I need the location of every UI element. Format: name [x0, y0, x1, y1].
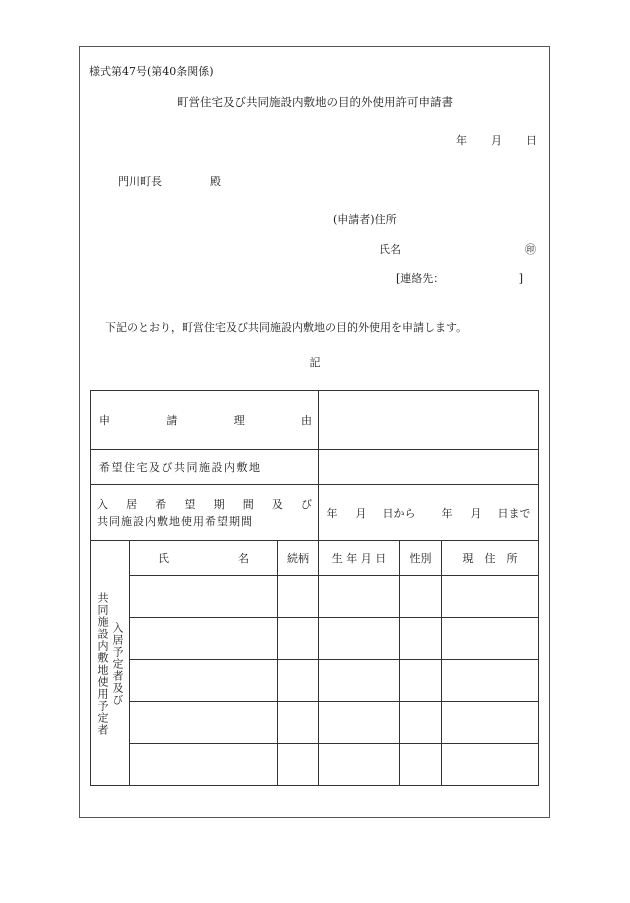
- applicant-name-label: 氏名: [379, 243, 401, 256]
- date-day: 日: [526, 134, 537, 147]
- occupant-relation-cell[interactable]: [278, 744, 319, 786]
- occupant-row: [91, 576, 539, 618]
- occupant-sex-cell[interactable]: [400, 576, 442, 618]
- period-label: 入 居 希 望 期 間 及 び 共同施設内敷地使用希望期間: [91, 485, 319, 541]
- date-month: 月: [491, 134, 502, 147]
- period-field[interactable]: 年 月 日から 年 月 日まで: [319, 485, 539, 541]
- body-text: 下記のとおり，町営住宅及び共同施設内敷地の目的外使用を申請します。: [105, 321, 468, 334]
- occupant-birthdate-cell[interactable]: [319, 702, 400, 744]
- occupant-sex-cell[interactable]: [400, 660, 442, 702]
- occupant-relation-cell[interactable]: [278, 618, 319, 660]
- seal-icon: ㊞: [525, 243, 536, 256]
- occupant-relation-cell[interactable]: [278, 702, 319, 744]
- reason-label: 申 請 理 由: [91, 391, 319, 450]
- form-number: 様式第47号(第40条関係): [89, 65, 214, 78]
- desired-housing-row: [91, 450, 539, 485]
- occupant-birthdate-cell[interactable]: [319, 576, 400, 618]
- occupant-row: [91, 744, 539, 786]
- addressee-honorific: 殿: [210, 175, 221, 188]
- occupant-address-cell[interactable]: [442, 702, 539, 744]
- desired-housing-field[interactable]: [319, 450, 539, 485]
- occupant-address-cell[interactable]: [442, 660, 539, 702]
- occupants-label: 共同施設内敷地使用予定者 入居予定者及び: [91, 541, 130, 786]
- header-name: 氏 名: [130, 541, 278, 576]
- ki-label: 記: [309, 356, 321, 369]
- header-birthdate: 生 年 月 日: [319, 541, 400, 576]
- occupant-sex-cell[interactable]: [400, 618, 442, 660]
- occupant-row: [91, 618, 539, 660]
- occupant-name-cell[interactable]: [130, 618, 278, 660]
- occupant-name-cell[interactable]: [130, 702, 278, 744]
- occupant-address-cell[interactable]: [442, 576, 539, 618]
- desired-housing-label: 希望住宅及び共同施設内敷地: [91, 450, 319, 485]
- occupant-address-cell[interactable]: [442, 744, 539, 786]
- reason-field[interactable]: [319, 391, 539, 450]
- occupant-relation-cell[interactable]: [278, 660, 319, 702]
- occupant-relation-cell[interactable]: [278, 576, 319, 618]
- header-address: 現 住 所: [442, 541, 539, 576]
- addressee-name: 門川町長: [118, 175, 162, 188]
- addressee: [118, 175, 221, 189]
- occupant-name-cell[interactable]: [130, 744, 278, 786]
- occupant-row: [91, 660, 539, 702]
- occupant-row: [91, 702, 539, 744]
- occupant-name-cell[interactable]: [130, 576, 278, 618]
- occupant-name-cell[interactable]: [130, 660, 278, 702]
- date-year: 年: [456, 134, 467, 147]
- occupant-sex-cell[interactable]: [400, 702, 442, 744]
- contact-open: [連絡先：: [396, 272, 439, 285]
- reason-row: [91, 391, 539, 450]
- date-line: [456, 134, 537, 148]
- occupants-header-row: [91, 541, 539, 576]
- application-table: [90, 390, 539, 786]
- header-sex: 性別: [400, 541, 442, 576]
- occupant-address-cell[interactable]: [442, 618, 539, 660]
- applicant-address-label: (申請者)住所: [333, 213, 397, 226]
- header-relation: 続柄: [278, 541, 319, 576]
- document-title: 町営住宅及び共同施設内敷地の目的外使用許可申請書: [177, 95, 453, 109]
- contact-line: [396, 272, 523, 286]
- contact-close: ]: [518, 272, 524, 285]
- occupant-birthdate-cell[interactable]: [319, 744, 400, 786]
- occupant-birthdate-cell[interactable]: [319, 618, 400, 660]
- occupant-sex-cell[interactable]: [400, 744, 442, 786]
- occupant-birthdate-cell[interactable]: [319, 660, 400, 702]
- period-row: [91, 485, 539, 541]
